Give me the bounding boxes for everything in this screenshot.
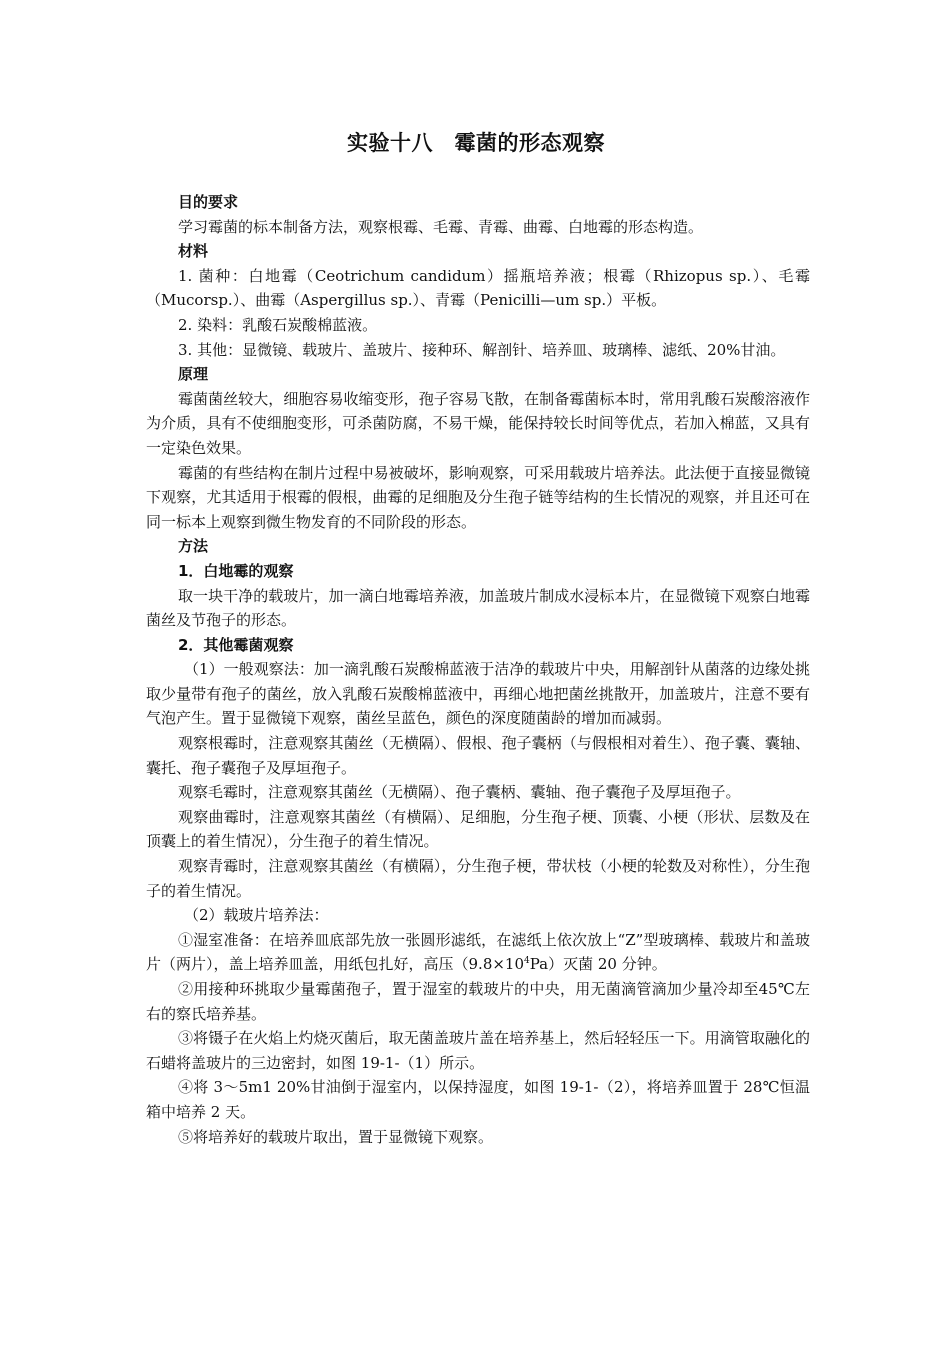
document-body: [146, 190, 810, 1149]
principle-paragraph-1: 霉菌菌丝较大，细胞容易收缩变形，孢子容易飞散，在制备霉菌标本时，常用乳酸石炭酸溶液作为介质，具有不使细胞变形，可杀菌防腐，不易干燥，能保持较长时间等优点，若加入棉蓝，又具有一定染色效果。: [146, 389, 810, 457]
slide-culture-step-1: [146, 928, 810, 977]
slide-culture-heading: （2）载玻片培养法：: [184, 906, 329, 925]
step1-superscript: 4: [524, 956, 530, 967]
general-method-text: （1）一般观察法：加一滴乳酸石炭酸棉蓝液于洁净的载玻片中央，用解剖针从菌落的边缘处挑取少量带有孢子的菌丝，放入乳酸石炭酸棉蓝液中，再细心地把菌丝挑散开，加盖玻片，注意不要有气泡产生。置于显微镜下观察，菌丝呈蓝色，颜色的深度随菌龄的增加而减弱。: [146, 660, 810, 728]
observation-rhizopus: 观察根霉时，注意观察其菌丝（无横隔）、假根、孢子囊柄（与假根相对着生）、孢子囊、囊轴、囊托、孢子囊孢子及厚垣孢子。: [146, 734, 810, 777]
page-title: 实验十八 霉菌的形态观察: [347, 131, 605, 155]
purpose-heading: 目的要求: [178, 193, 239, 211]
materials-item-2: 2. 染料：乳酸石炭酸棉蓝液。: [178, 315, 378, 334]
materials-item-1: 1. 菌种：白地霉（Ceotrichum candidum）摇瓶培养液；根霉（Rhizopus sp.）、毛霉（Mucorsp.）、曲霉（Aspergillus sp.）、青霉（Penicilli—um sp.）平板。: [146, 266, 810, 310]
slide-culture-step-4: ④将 3～5m1 20%甘油倒于湿室内，以保持湿度，如图 19-1-（2），将培养皿置于 28℃恒温箱中培养 2 天。: [146, 1078, 810, 1121]
slide-culture-step-5: ⑤将培养好的载玻片取出，置于显微镜下观察。: [178, 1127, 494, 1146]
slide-culture-step-2: ②用接种环挑取少量霉菌孢子，置于湿室的载玻片的中央，用无菌滴管滴加少量冷却至45℃左右的察氏培养基。: [146, 980, 810, 1023]
observation-penicillium: 观察青霉时，注意观察其菌丝（有横隔），分生孢子梗，带状枝（小梗的轮数及对称性），分生孢子的着生情况。: [146, 857, 810, 900]
materials-heading: 材料: [178, 242, 209, 261]
principle-paragraph-2: 霉菌的有些结构在制片过程中易被破坏，影响观察，可采用载玻片培养法。此法便于直接显微镜下观察，尤其适用于根霉的假根，曲霉的足细胞及分生孢子链等结构的生长情况的观察，并且还可在同一标本上观察到微生物发育的不同阶段的形态。: [146, 463, 810, 531]
methods-sub1-heading: 1．白地霉的观察: [178, 561, 294, 580]
methods-sub1-text: 取一块干净的载玻片，加一滴白地霉培养液，加盖玻片制成水浸标本片，在显微镜下观察白地霉菌丝及节孢子的形态。: [146, 586, 810, 630]
step1-text-before: ①湿室准备：在培养皿底部先放一张圆形滤纸，在滤纸上依次放上“Z”型玻璃棒、载玻片和盖玻片（两片），盖上培养皿盖，用纸包扎好，高压（9.8×10: [146, 930, 810, 974]
principle-heading: 原理: [178, 365, 209, 384]
observation-aspergillus: 观察曲霉时，注意观察其菌丝（有横隔）、足细胞，分生孢子梗、顶囊、小梗（形状、层数及在顶囊上的着生情况），分生孢子的着生情况。: [146, 807, 810, 851]
methods-heading: 方法: [178, 537, 209, 556]
observation-mucor: 观察毛霉时，注意观察其菌丝（无横隔）、孢子囊柄、囊轴、孢子囊孢子及厚垣孢子。: [178, 783, 741, 802]
methods-sub2-heading: 2．其他霉菌观察: [178, 635, 294, 654]
purpose-text: 学习霉菌的标本制备方法，观察根霉、毛霉、青霉、曲霉、白地霉的形态构造。: [178, 217, 704, 236]
materials-item-3: 3. 其他：显微镜、载玻片、盖玻片、接种环、解剖针、培养皿、玻璃棒、滤纸、20%甘油。: [178, 340, 786, 359]
slide-culture-step-3: ③将镊子在火焰上灼烧灭菌后，取无菌盖玻片盖在培养基上，然后轻轻压一下。用滴管取融化的石蜡将盖玻片的三边密封，如图 19-1-（1）所示。: [146, 1029, 810, 1072]
step1-text-after: Pa）灭菌 20 分钟。: [529, 955, 667, 974]
